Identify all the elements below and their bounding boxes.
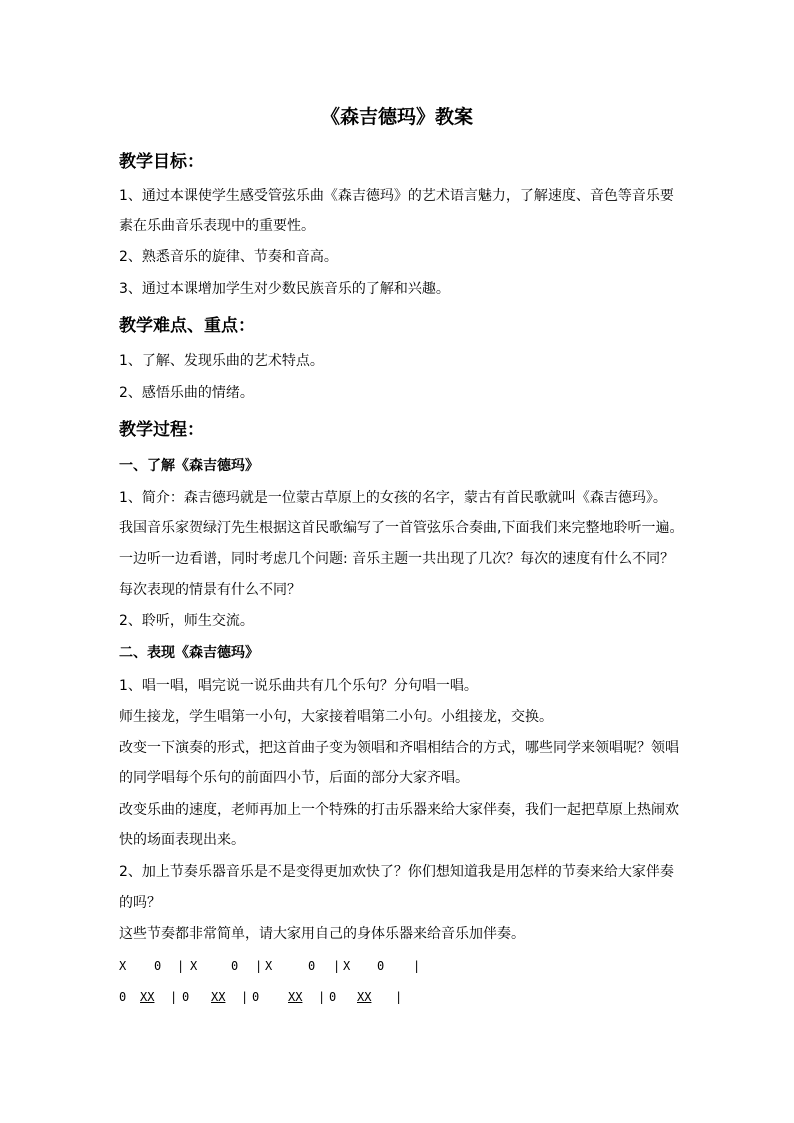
- part2-heading: 二、表现《森吉德玛》: [119, 645, 259, 661]
- rhythm-r1-note: X: [190, 959, 198, 973]
- rhythm-r2-note: 0: [119, 990, 127, 1004]
- part1-line-3: 一边听一边看谱，同时考虑几个问题: 音乐主题一共出现了几次？每次的速度有什么不同？: [119, 551, 675, 567]
- rhythm-r1-note: 0: [154, 959, 162, 973]
- rhythm-r1-note: 0: [231, 959, 239, 973]
- part2-line-8: 的吗？: [119, 895, 161, 911]
- rhythm-r1-barline: |: [177, 959, 185, 973]
- key-points-line-2: 2、感悟乐曲的情绪。: [119, 385, 254, 401]
- part2-line-1: 1、唱一唱，唱完说一说乐曲共有几个乐句？分句唱一唱。: [119, 678, 478, 694]
- rhythm-r2-note: 0: [252, 990, 260, 1004]
- rhythm-r2-note: XX: [357, 990, 372, 1004]
- rhythm-r1-barline: |: [255, 959, 263, 973]
- part1-line-4: 每次表现的情景有什么不同？: [119, 582, 301, 598]
- rhythm-r1-barline: |: [333, 959, 341, 973]
- goals-line-3: 2、熟悉音乐的旋律、节奏和音高。: [119, 249, 338, 265]
- rhythm-r2-note: XX: [140, 990, 155, 1004]
- part1-heading: 一、了解《森吉德玛》: [119, 458, 259, 474]
- rhythm-r1-note: X: [343, 959, 351, 973]
- goals-line-2: 素在乐曲音乐表现中的重要性。: [119, 218, 315, 234]
- rhythm-r2-barline: |: [395, 990, 403, 1004]
- goals-line-4: 3、通过本课增加学生对少数民族音乐的了解和兴趣。: [119, 281, 450, 297]
- part1-line-5: 2、聆听，师生交流。: [119, 613, 254, 629]
- page-title: 《森吉德玛》教案: [320, 106, 473, 128]
- key-points-heading: 教学难点、重点：: [119, 316, 255, 336]
- rhythm-r2-note: 0: [182, 990, 190, 1004]
- rhythm-r1-note: 0: [377, 959, 385, 973]
- rhythm-r2-note: XX: [211, 990, 226, 1004]
- part2-line-9: 这些节奏都非常简单，请大家用自己的身体乐器来给音乐加伴奏。: [119, 926, 525, 942]
- part2-line-2: 师生接龙，学生唱第一小句，大家接着唱第二小句。小组接龙，交换。: [119, 709, 553, 725]
- rhythm-r1-note: X: [265, 959, 273, 973]
- goals-line-1: 1、通过本课使学生感受管弦乐曲《森吉德玛》的艺术语言魅力，了解速度、音色等音乐要: [119, 188, 674, 204]
- part2-line-5: 改变乐曲的速度，老师再加上一个特殊的打击乐器来给大家伴奏，我们一起把草原上热闹欢: [119, 802, 679, 818]
- part1-line-2: 我国音乐家贺绿汀先生根据这首民歌编写了一首管弦乐合奏曲,下面我们来完整地聆听一遍。: [119, 520, 684, 536]
- rhythm-r1-note: X: [119, 959, 127, 973]
- rhythm-r1-note: 0: [308, 959, 316, 973]
- rhythm-r1-barline: |: [413, 959, 421, 973]
- part2-line-4: 的同学唱每个乐句的前面四小节，后面的部分大家齐唱。: [119, 770, 469, 786]
- process-heading: 教学过程：: [119, 420, 204, 440]
- rhythm-r2-note: 0: [329, 990, 337, 1004]
- part1-line-1: 1、简介：森吉德玛就是一位蒙古草原上的女孩的名字，蒙古有首民歌就叫《森吉德玛》。: [119, 490, 667, 506]
- part2-line-3: 改变一下演奏的形式，把这首曲子变为领唱和齐唱相结合的方式，哪些同学来领唱呢？领唱: [119, 740, 679, 756]
- part2-line-6: 快的场面表现出来。: [119, 832, 245, 848]
- rhythm-r2-note: XX: [288, 990, 303, 1004]
- goals-heading: 教学目标：: [119, 152, 204, 172]
- key-points-line-1: 1、了解、发现乐曲的艺术特点。: [119, 353, 324, 369]
- rhythm-r2-barline: |: [170, 990, 178, 1004]
- rhythm-r2-barline: |: [241, 990, 249, 1004]
- part2-line-7: 2、加上节奏乐器音乐是不是变得更加欢快了？你们想知道我是用怎样的节奏来给大家伴奏: [119, 864, 674, 880]
- rhythm-r2-barline: |: [318, 990, 326, 1004]
